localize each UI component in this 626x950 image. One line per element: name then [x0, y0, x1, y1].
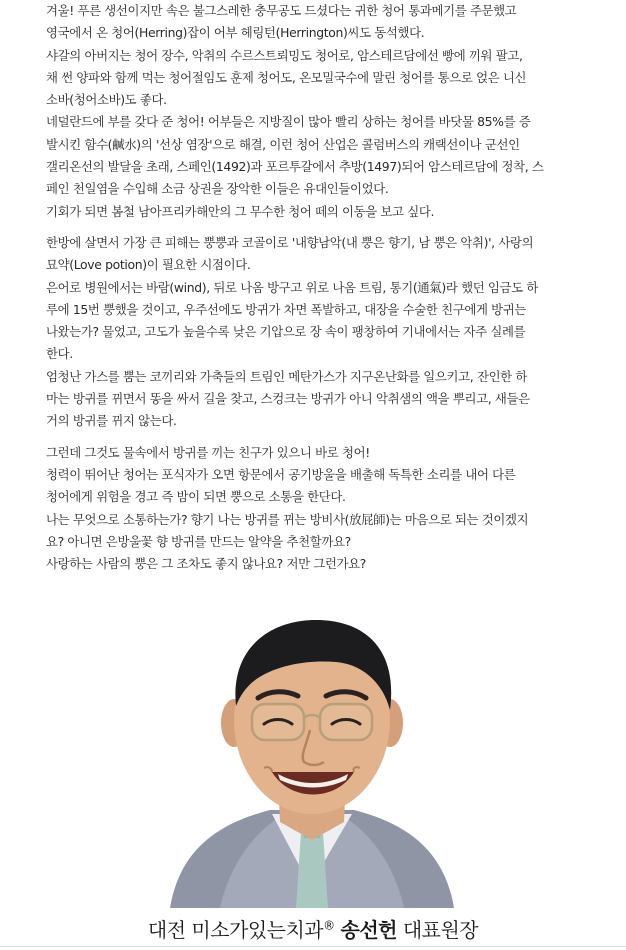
text-line: 마는 방귀를 뀌면서 똥을 싸서 길을 찾고, 스컹크는 방귀가 아니 악취샘의 액을 뿌리고, 새들은	[46, 391, 530, 407]
text-line: 요? 아니면 은방울꽃 향 방귀를 만드는 알약을 추천할까요?	[46, 533, 351, 549]
text-line: 은어로 병원에서는 바람(wind), 뒤로 나옴 방구고 위로 나옴 트림, 통기(通氣)라 했던 임금도 하	[46, 279, 538, 295]
text-line: 네덜란드에 부를 갖다 준 청어! 어부들은 지방질이 많아 빨리 상하는 청어를 바닷물 85%를 증	[46, 114, 531, 130]
text-line: 채 썬 양파와 함께 먹는 청어절임도 훈제 청어도, 온모밀국수에 말린 청어를 통으로 얹은 니신	[46, 69, 527, 85]
text-line: 청어에게 위험을 경고 즉 밤이 되면 뿡으로 소통을 한단다.	[46, 489, 346, 505]
registered-mark: ®	[323, 918, 335, 933]
author-caption	[0, 914, 626, 943]
text-line: 겨울! 푸른 생선이지만 속은 불그스레한 충무공도 드셨다는 귀한 청어 통과메기를 주문했고	[46, 3, 517, 18]
text-line: 청력이 뛰어난 청어는 포식자가 오면 항문에서 공기방울을 배출해 독특한 소리를 내어 다른	[46, 466, 516, 482]
paragraph-herring	[46, 0, 582, 223]
text-line: 그런데 그것도 물속에서 방귀를 끼는 친구가 있으니 바로 청어!	[46, 444, 370, 460]
author-name: 송선헌	[340, 918, 397, 942]
text-line: 거의 방귀를 뀌지 않는다.	[46, 413, 177, 429]
author-title: 대표원장	[402, 918, 479, 942]
author-portrait	[160, 618, 464, 908]
text-line: 한다.	[46, 346, 73, 362]
bottom-divider	[0, 946, 626, 947]
text-line: 엄청난 가스를 뿜는 코끼리와 가축들의 트림인 메탄가스가 지구온난화를 일으키고, 잔인한 하	[46, 368, 528, 384]
text-line: 발시킨 함수(鹹水)의 '선상 염장'으로 해결, 이런 청어 산업은 콜럼버스의 캐랙선이나 군선인	[46, 136, 520, 152]
text-line: 샤갈의 아버지는 청어 장수, 악취의 수르스트뢰밍도 청어로, 암스테르담에선 빵에 끼워 팔고,	[46, 47, 523, 63]
text-line: 루에 15번 뿡했을 것이고, 우주선에도 방귀가 차면 폭발하고, 대장을 수술한 친구에게 방귀는	[46, 301, 527, 317]
article-body	[46, 0, 582, 584]
text-line: 나는 무엇으로 소통하는가? 향기 나는 방귀를 뀌는 방비사(放屁師)는 마음으로 되는 것이겠지	[46, 511, 529, 527]
text-line: 페인 천일염을 수입해 소금 상권을 장악한 이들은 유대인들이었다.	[46, 181, 389, 197]
text-line: 한방에 살면서 가장 큰 피해는 뿡뿡과 코골이로 '내향남악(내 뿡은 향기, 남 뿡은 악취)', 사랑의	[46, 234, 534, 250]
clinic-name: 대전 미소가있는치과	[147, 918, 324, 942]
text-line: 갤리온선의 발달을 초래, 스페인(1492)과 포르투갈에서 추방(1497)되어 암스테르담에 정착, 스	[46, 159, 544, 175]
paragraph-flatulence	[46, 232, 582, 433]
text-line: 나왔는가? 물었고, 고도가 높을수록 낮은 기압으로 장 속이 팽창하여 기내에서는 자주 실례를	[46, 324, 526, 340]
text-line: 기회가 되면 봄철 남아프리카해안의 그 무수한 청어 떼의 이동을 보고 싶다.	[46, 203, 435, 219]
text-line: 소바(청어소바)도 좋다.	[46, 92, 167, 108]
text-line: 사랑하는 사람의 뿡은 그 조차도 좋지 않나요? 저만 그런가요?	[46, 556, 367, 572]
text-line: 영국에서 온 청어(Herring)잡이 어부 헤링턴(Herrington)씨도 동석했다.	[46, 25, 425, 41]
paragraph-communication	[46, 442, 582, 576]
text-line: 묘약(Love potion)이 필요한 시점이다.	[46, 257, 251, 273]
